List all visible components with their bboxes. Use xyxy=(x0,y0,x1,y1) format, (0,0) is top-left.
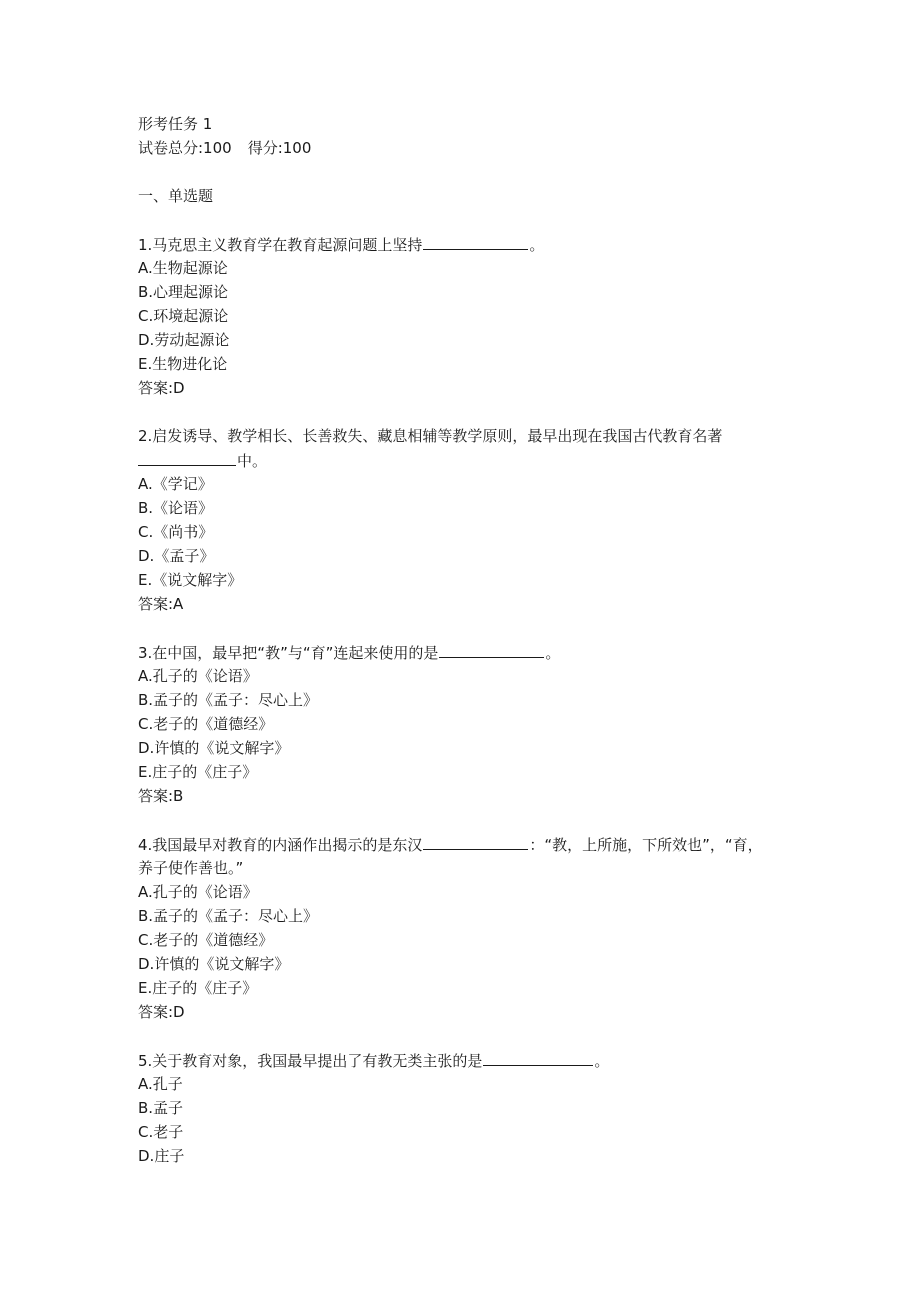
option-a: A.《学记》 xyxy=(138,475,213,493)
answer-blank xyxy=(423,232,528,250)
total-score: 试卷总分:100 xyxy=(138,139,232,157)
option-a: A.孔子的《论语》 xyxy=(138,667,258,685)
option-b: B.《论语》 xyxy=(138,499,214,517)
question-stem-continued: 中。 xyxy=(138,448,788,472)
option-c: C.老子 xyxy=(138,1123,184,1141)
option-d: D.许慎的《说文解字》 xyxy=(138,955,290,973)
document-page xyxy=(138,112,788,1192)
option-b: B.孟子的《孟子：尽心上》 xyxy=(138,691,319,709)
question-stem: 2.启发诱导、教学相长、长善救失、藏息相辅等教学原则，最早出现在我国古代教育名著 xyxy=(138,427,723,445)
option-d: D.庄子 xyxy=(138,1147,185,1165)
answer-key: 答案:D xyxy=(138,379,185,397)
option-a: A.生物起源论 xyxy=(138,259,228,277)
answer-key: 答案:A xyxy=(138,595,184,613)
score-summary xyxy=(138,136,788,160)
option-b: B.心理起源论 xyxy=(138,283,229,301)
answer-blank xyxy=(483,1048,593,1066)
obtained-score: 得分:100 xyxy=(247,139,312,157)
option-c: C.《尚书》 xyxy=(138,523,214,541)
question-1 xyxy=(138,232,788,400)
section-title: 一、单选题 xyxy=(138,187,214,205)
answer-blank xyxy=(138,448,236,466)
option-d: D.劳动起源论 xyxy=(138,331,230,349)
question-stem: 3.在中国，最早把“教”与“育”连起来使用的是 。 xyxy=(138,640,788,664)
option-c: C.老子的《道德经》 xyxy=(138,931,274,949)
answer-blank xyxy=(423,832,528,850)
question-stem: 4.我国最早对教育的内涵作出揭示的是东汉 ：“教，上所施，下所效也”，“育， xyxy=(138,832,788,856)
option-e: E.生物进化论 xyxy=(138,355,228,373)
question-2 xyxy=(138,424,788,616)
answer-key: 答案:D xyxy=(138,1003,185,1021)
option-d: D.许慎的《说文解字》 xyxy=(138,739,290,757)
option-a: A.孔子的《论语》 xyxy=(138,883,258,901)
question-stem-continued: 养子使作善也。” xyxy=(138,859,244,877)
answer-blank xyxy=(439,640,544,658)
option-e: E.庄子的《庄子》 xyxy=(138,979,258,997)
question-3 xyxy=(138,640,788,808)
option-e: E.庄子的《庄子》 xyxy=(138,763,258,781)
option-c: C.环境起源论 xyxy=(138,307,229,325)
option-a: A.孔子 xyxy=(138,1075,183,1093)
question-stem: 1.马克思主义教育学在教育起源问题上坚持 。 xyxy=(138,232,788,256)
question-4 xyxy=(138,832,788,1024)
option-b: B.孟子 xyxy=(138,1099,184,1117)
question-5 xyxy=(138,1048,788,1168)
question-stem: 5.关于教育对象，我国最早提出了有教无类主张的是 。 xyxy=(138,1048,788,1072)
answer-key: 答案:B xyxy=(138,787,184,805)
document-title: 形考任务 1 xyxy=(138,115,213,133)
option-b: B.孟子的《孟子：尽心上》 xyxy=(138,907,319,925)
option-e: E.《说文解字》 xyxy=(138,571,243,589)
option-c: C.老子的《道德经》 xyxy=(138,715,274,733)
option-d: D.《孟子》 xyxy=(138,547,215,565)
